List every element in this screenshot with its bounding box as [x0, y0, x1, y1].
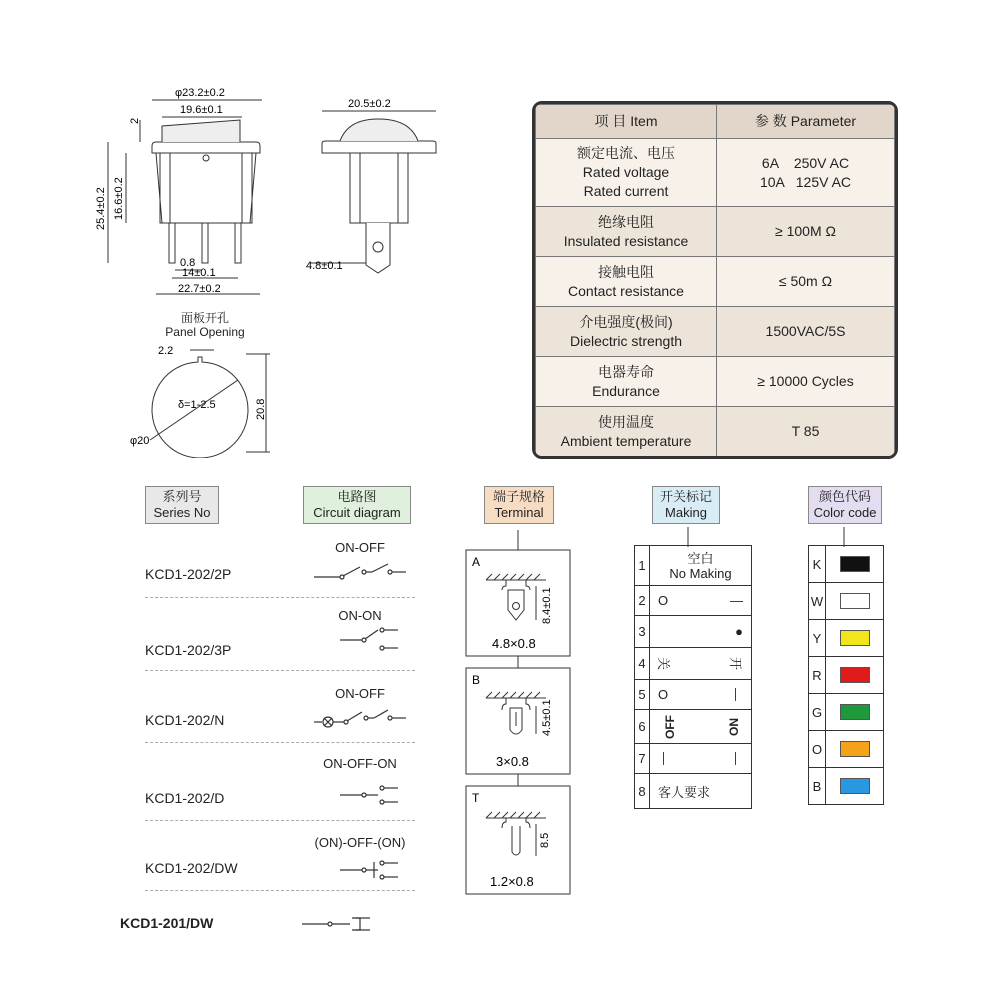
terminal-letter: A — [472, 555, 481, 569]
color-connector — [842, 527, 846, 547]
spec-value-endurance: ≥ 10000 Cycles — [717, 357, 895, 407]
terminal-length: 8.5 — [539, 832, 551, 848]
spec-label-cn: 使用温度 — [598, 413, 654, 430]
color-code-letter: R — [809, 657, 826, 693]
making-custom-label: 客人要求 — [658, 784, 711, 800]
making-symbol-right: 开 — [727, 656, 743, 671]
terminal-length: 8.4±0.1 — [541, 587, 553, 624]
spec-row-endurance — [536, 357, 717, 407]
making-symbol-left: OFF — [663, 714, 677, 739]
header-making-en: Making — [665, 505, 707, 520]
dim-total-height: 25.4±0.2 — [95, 187, 107, 230]
circuit-symbol-on-off-lamp — [314, 710, 406, 727]
header-series-cn: 系列号 — [162, 489, 202, 504]
color-code-letter: K — [809, 546, 826, 582]
side-dim-terminal: 4.8±0.1 — [306, 260, 343, 272]
spec-row-rated — [536, 139, 717, 207]
circuit-diagrams — [300, 550, 420, 940]
panel-notch: 2.2 — [158, 345, 174, 357]
spec-row-contact — [536, 257, 717, 307]
spec-label-en: Endurance — [592, 382, 660, 399]
terminal-letter: T — [472, 791, 480, 805]
spec-header-param: 参 数 Parameter — [717, 105, 895, 139]
spec-label-en: Insulated resistance — [563, 232, 689, 249]
color-swatch-black — [840, 556, 870, 572]
spec-label-cn: 接触电阻 — [598, 263, 654, 280]
making-symbol-left: O — [658, 687, 669, 702]
color-row — [809, 768, 883, 804]
spec-label-en: Rated current — [583, 183, 669, 199]
header-terminal — [484, 486, 554, 524]
circuit-symbol-on-on — [340, 628, 398, 650]
terminal-size: 1.2×0.8 — [490, 874, 534, 889]
terminal-size: 3×0.8 — [496, 754, 529, 769]
dim-body-height: 16.6±0.2 — [113, 177, 125, 220]
making-blank-en: No Making — [669, 565, 732, 581]
making-dot-icon: ● — [735, 624, 743, 639]
color-swatch-white — [840, 593, 870, 609]
header-color — [808, 486, 882, 524]
spec-row-dielectric — [536, 307, 717, 357]
circuit-symbol-on-off-on — [340, 786, 398, 804]
circuit-symbol-on-off — [314, 564, 406, 579]
side-dim-width: 20.5±0.2 — [348, 98, 391, 110]
dim-top-height: 2 — [129, 117, 141, 124]
spec-row-temperature — [536, 407, 717, 457]
color-row — [809, 546, 883, 583]
dim-base-width: 22.7±0.2 — [178, 283, 221, 295]
panel-thickness: δ=1-2.5 — [178, 399, 216, 411]
series-model: KCD1-202/DW — [145, 860, 238, 876]
color-code-letter: Y — [809, 620, 826, 656]
spec-row-insulation — [536, 207, 717, 257]
making-row-5 — [635, 680, 751, 710]
making-row-4 — [635, 648, 751, 680]
header-series — [145, 486, 219, 524]
series-model: KCD1-202/D — [145, 790, 225, 806]
making-number: 1 — [635, 546, 650, 585]
header-terminal-cn: 端子规格 — [492, 489, 545, 504]
header-color-en: Color code — [813, 505, 877, 520]
color-row — [809, 620, 883, 657]
spec-label-cn: 电器寿命 — [598, 363, 654, 380]
making-symbol-left: 关 — [656, 656, 672, 671]
making-row-2 — [635, 586, 751, 616]
circuit-symbol-momentary — [340, 861, 398, 879]
header-series-en: Series No — [153, 505, 211, 520]
panel-height: 20.8 — [255, 398, 267, 420]
making-symbol-right: — — [729, 688, 744, 701]
color-swatch-red — [840, 667, 870, 683]
color-row — [809, 694, 883, 731]
circuit-mode-label: ON-OFF-ON — [323, 756, 397, 771]
color-swatch-green — [840, 704, 870, 720]
spec-value-contact: ≤ 50m Ω — [717, 257, 895, 307]
spec-label-cn: 介电强度(极间) — [579, 313, 673, 330]
header-circuit-en: Circuit diagram — [313, 505, 401, 520]
circuit-mode-label: (ON)-OFF-(ON) — [314, 835, 406, 850]
dim-inner-width: 19.6±0.1 — [180, 104, 223, 116]
making-row-3 — [635, 616, 751, 648]
panel-diameter: φ20 — [130, 435, 150, 447]
spec-value: 10A 125V AC — [759, 173, 852, 190]
header-color-cn: 颜色代码 — [818, 489, 871, 504]
color-row — [809, 731, 883, 768]
dim-pin-width: 0.8 — [180, 257, 196, 269]
side-view-drawing — [300, 95, 450, 285]
header-making — [652, 486, 720, 524]
making-symbol-left: O — [658, 593, 669, 608]
making-number: 2 — [635, 586, 650, 615]
header-terminal-en: Terminal — [494, 505, 544, 520]
making-blank-cn: 空白 — [687, 550, 714, 566]
dim-top-width: φ23.2±0.2 — [175, 87, 225, 99]
making-connector — [686, 527, 690, 547]
terminal-length: 4.5±0.1 — [541, 699, 553, 736]
making-row-7 — [635, 744, 751, 774]
color-swatch-orange — [840, 741, 870, 757]
spec-label-en: Ambient temperature — [560, 432, 692, 449]
panel-title-en: Panel Opening — [165, 325, 245, 339]
making-number: 7 — [635, 744, 650, 773]
spec-table — [532, 101, 898, 459]
circuit-mode-label: ON-OFF — [335, 686, 385, 701]
spec-header-item: 项 目 Item — [536, 105, 717, 139]
panel-title-cn: 面板开孔 — [180, 311, 229, 325]
header-circuit-cn: 电路图 — [337, 489, 377, 504]
header-making-cn: 开关标记 — [659, 489, 712, 504]
spec-label-en: Dielectric strength — [569, 332, 683, 349]
color-code-letter: B — [809, 768, 826, 804]
color-code-table — [808, 545, 884, 805]
dim-pin-span: 14±0.1 — [182, 267, 216, 279]
color-row — [809, 583, 883, 620]
header-circuit — [303, 486, 411, 524]
color-swatch-yellow — [840, 630, 870, 646]
making-number: 6 — [635, 710, 650, 743]
making-row-1 — [635, 546, 751, 586]
series-model: KCD1-201/DW — [120, 915, 214, 931]
making-table — [634, 545, 752, 809]
making-number: 4 — [635, 648, 650, 679]
color-code-letter: O — [809, 731, 826, 767]
color-swatch-blue — [840, 778, 870, 794]
spec-value-temperature: T 85 — [717, 407, 895, 457]
series-model: KCD1-202/2P — [145, 566, 232, 582]
making-symbol-left: — — [657, 752, 672, 765]
spec-value-insulation: ≥ 100M Ω — [717, 207, 895, 257]
color-row — [809, 657, 883, 694]
series-model: KCD1-202/N — [145, 712, 225, 728]
spec-label-cn: 绝缘电阻 — [598, 213, 654, 230]
terminal-size: 4.8×0.8 — [492, 636, 536, 651]
spec-label-en: Rated voltage — [582, 164, 670, 180]
color-code-letter: G — [809, 694, 826, 730]
panel-opening-drawing — [128, 340, 278, 458]
color-code-letter: W — [809, 583, 826, 619]
making-number: 5 — [635, 680, 650, 709]
circuit-symbol-201-dw — [302, 918, 370, 930]
making-number: 3 — [635, 616, 650, 647]
spec-label-en: Contact resistance — [568, 282, 684, 299]
terminal-diagrams — [462, 530, 574, 898]
series-model: KCD1-202/3P — [145, 642, 232, 658]
making-row-6 — [635, 710, 751, 744]
front-view-drawing — [90, 80, 270, 310]
panel-opening-title — [150, 311, 260, 339]
terminal-letter: B — [472, 673, 481, 687]
making-symbol-right: — — [729, 752, 744, 765]
spec-label-cn: 额定电流、电压 — [577, 145, 675, 161]
spec-value: 6A 250V AC — [761, 154, 850, 171]
making-number: 8 — [635, 774, 650, 808]
making-symbol-right: — — [730, 593, 743, 608]
circuit-mode-label: ON-OFF — [335, 540, 385, 555]
spec-value-dielectric: 1500VAC/5S — [717, 307, 895, 357]
making-row-8 — [635, 774, 751, 808]
circuit-mode-label: ON-ON — [338, 608, 382, 623]
making-symbol-right: ON — [727, 717, 741, 736]
spec-value-rated — [717, 139, 895, 207]
